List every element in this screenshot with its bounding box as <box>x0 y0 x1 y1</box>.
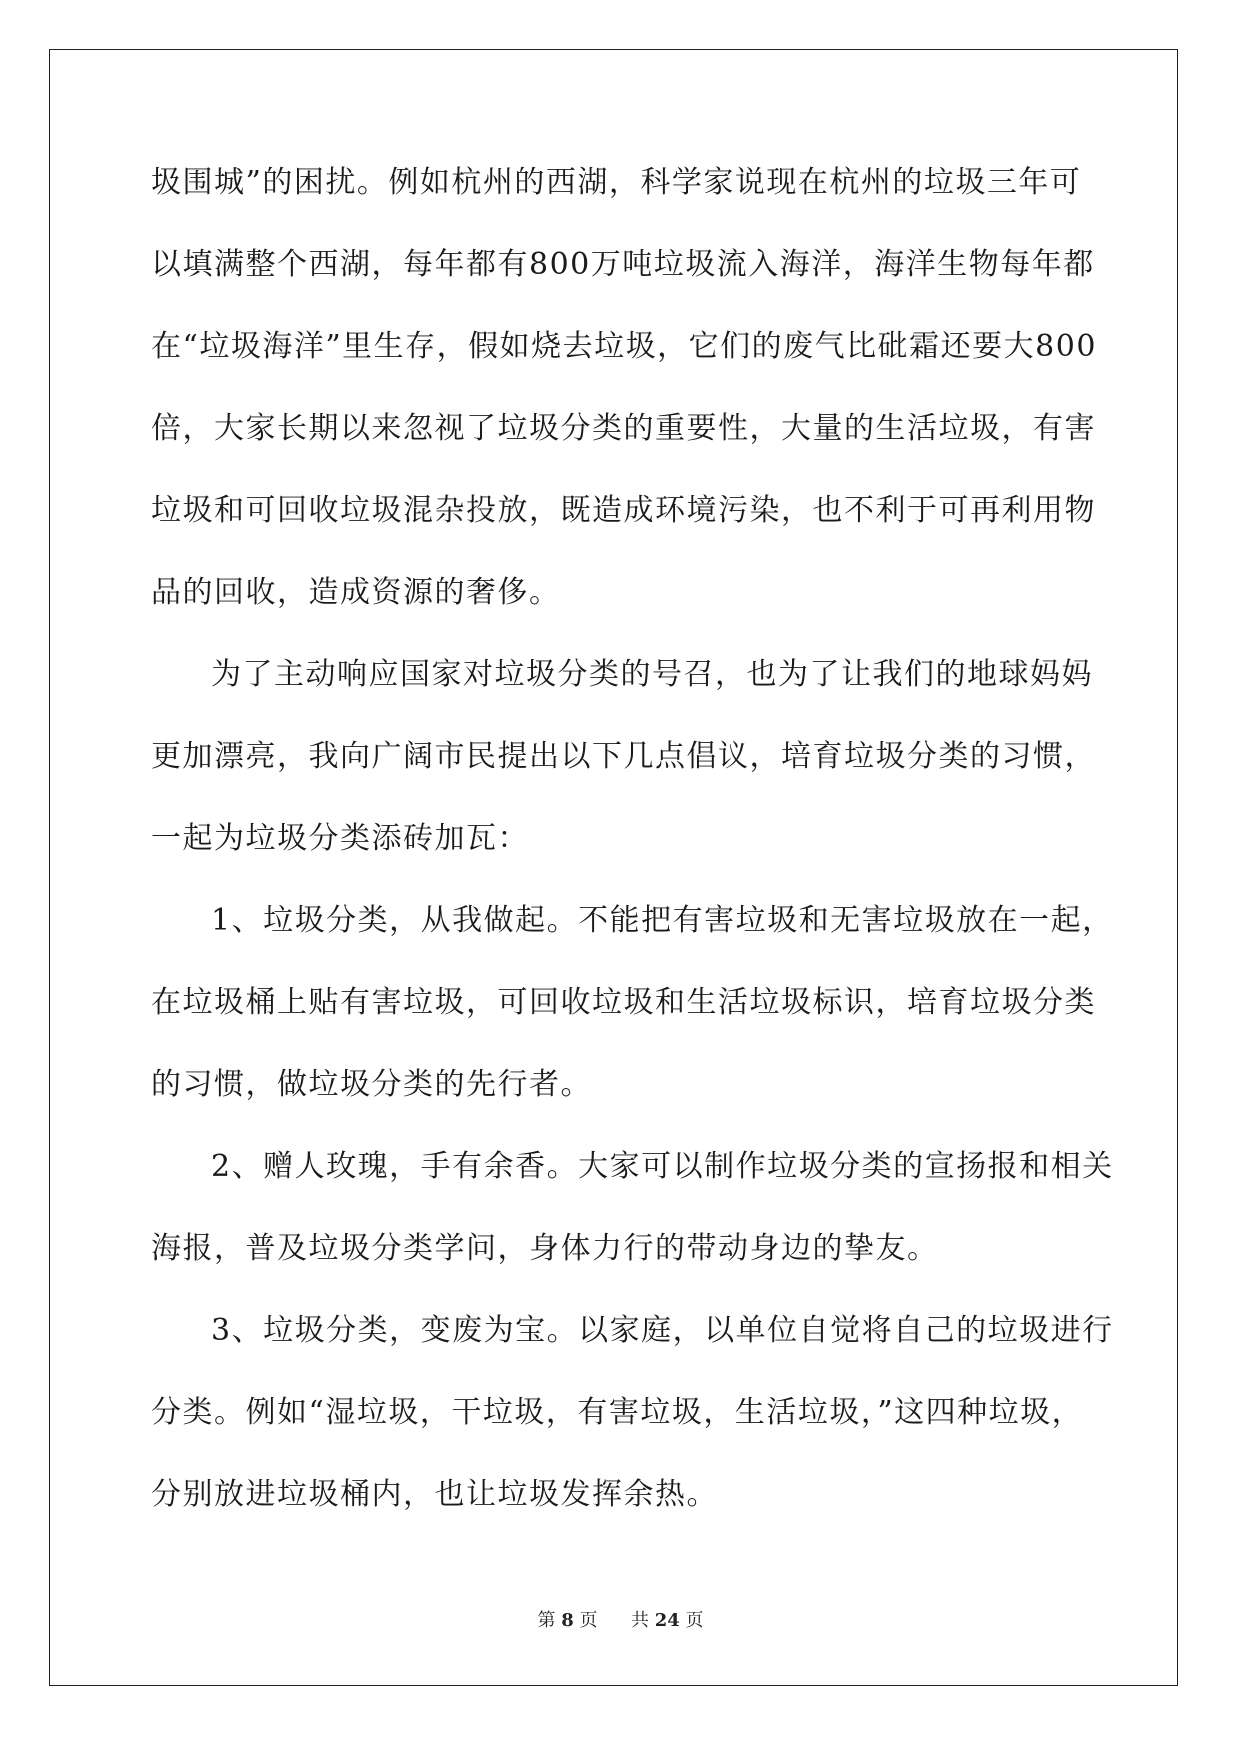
text-line: 在“垃圾海洋”里生存，假如烧去垃圾，它们的废气比砒霜还要大800 <box>151 329 1097 364</box>
text-line: 倍，大家长期以来忽视了垃圾分类的重要性，大量的生活垃圾，有害 <box>151 411 1096 446</box>
text-line: 圾围城”的困扰。例如杭州的西湖，科学家说现在杭州的垃圾三年可 <box>151 165 1082 200</box>
text-line: 在垃圾桶上贴有害垃圾，可回收垃圾和生活垃圾标识，培育垃圾分类 <box>151 985 1096 1020</box>
page-footer <box>0 1606 1241 1632</box>
document-body <box>151 158 1114 1552</box>
text-line: 品的回收，造成资源的奢侈。 <box>151 575 561 610</box>
total-page-count: 24 <box>654 1610 680 1631</box>
text-line: 以填满整个西湖，每年都有800万吨垃圾流入海洋，海洋生物每年都 <box>151 247 1095 282</box>
paragraph-first-line: 2、赠人玫瑰，手有余香。大家可以制作垃圾分类的宣扬报和相关 <box>211 1149 1114 1184</box>
text-line: 海报，普及垃圾分类学问，身体力行的带动身边的挚友。 <box>151 1231 939 1266</box>
text-line: 一起为垃圾分类添砖加瓦： <box>151 821 529 856</box>
footer-prefix: 第 <box>537 1610 556 1631</box>
text-line: 垃圾和可回收垃圾混杂投放，既造成环境污染，也不利于可再利用物 <box>151 493 1096 528</box>
paragraph-first-line: 为了主动响应国家对垃圾分类的号召，也为了让我们的地球妈妈 <box>211 657 1093 692</box>
footer-total-prefix: 共 <box>630 1610 649 1631</box>
text-line: 分类。例如“湿垃圾，干垃圾，有害垃圾，生活垃圾，”这四种垃圾， <box>151 1395 1084 1430</box>
current-page-number: 8 <box>561 1610 574 1631</box>
text-line: 分别放进垃圾桶内，也让垃圾发挥余热。 <box>151 1477 718 1512</box>
text-line: 更加漂亮，我向广阔市民提出以下几点倡议，培育垃圾分类的习惯， <box>151 739 1096 774</box>
footer-total-unit: 页 <box>685 1610 704 1631</box>
text-line: 的习惯，做垃圾分类的先行者。 <box>151 1067 592 1102</box>
paragraph-first-line: 3、垃圾分类，变废为宝。以家庭，以单位自觉将自己的垃圾进行 <box>211 1313 1114 1348</box>
footer-page-unit: 页 <box>579 1610 598 1631</box>
paragraph-first-line: 1、垃圾分类，从我做起。不能把有害垃圾和无害垃圾放在一起， <box>211 903 1114 938</box>
